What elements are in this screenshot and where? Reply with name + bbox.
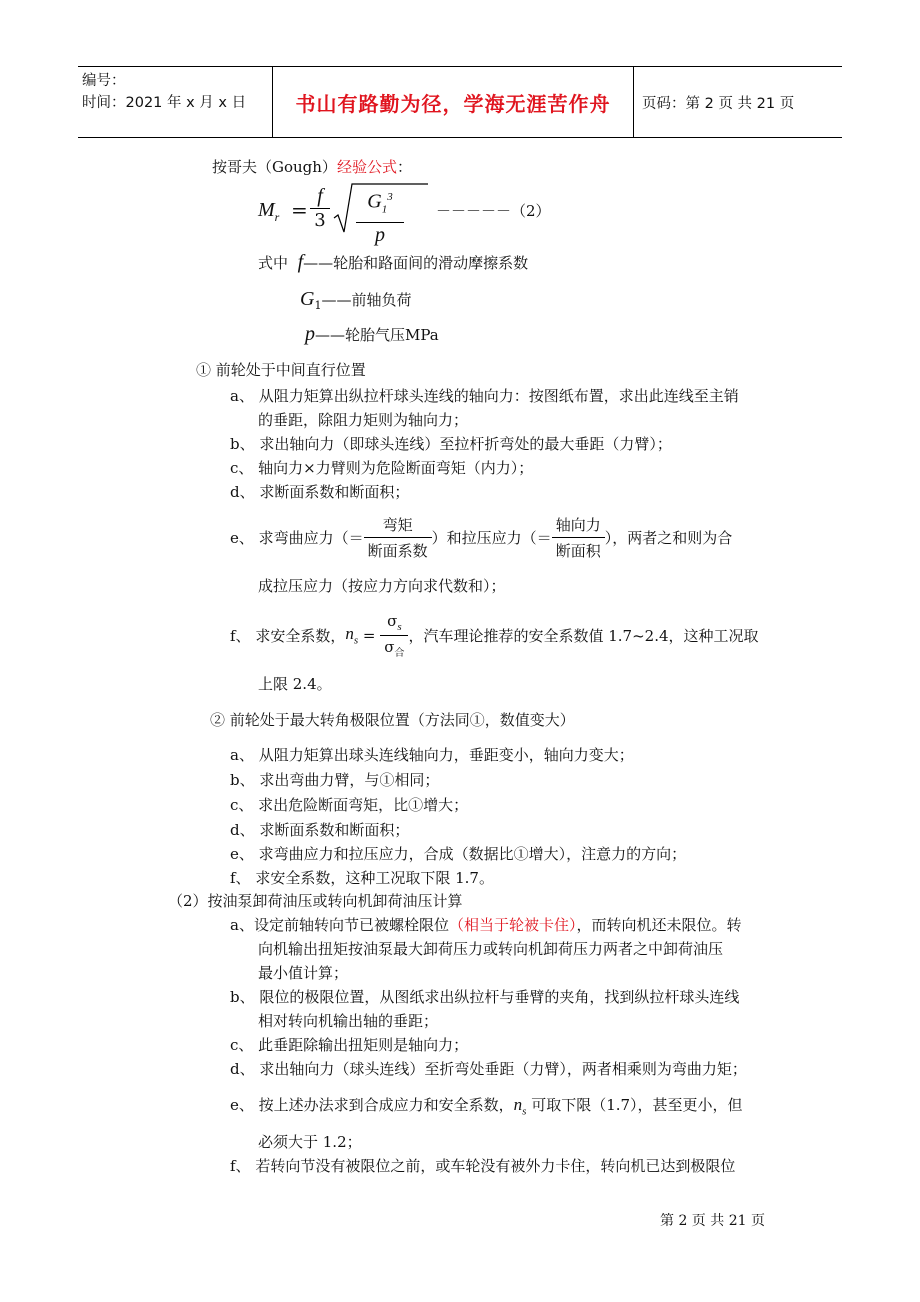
- formula-G-sup: 3: [387, 191, 393, 203]
- def-p-line: [305, 324, 439, 345]
- frac-safety-den: [380, 636, 408, 659]
- formula-intro: [212, 157, 412, 177]
- section3-item-c: c、 此垂距除输出扭矩则是轴向力；: [230, 1036, 469, 1054]
- section2-item-e: e、 求弯曲应力和拉压应力，合成（数据比①增大），注意力的方向；: [230, 845, 687, 863]
- frac-bending: [364, 514, 432, 561]
- frac-safety-num: [380, 612, 408, 636]
- section2-item-f: f、 求安全系数，这种工况取下限 1.7。: [230, 869, 494, 887]
- def-lead: 式中: [258, 254, 289, 272]
- header-page-label: 页码：第 2 页 共 21 页: [642, 95, 795, 112]
- section2-item-c: c、 求出危险断面弯矩，比①增大；: [230, 796, 469, 814]
- section1-item-a-line1: a、 从阻力矩算出纵拉杆球头连线的轴向力：按图纸布置，求出此连线至主销: [230, 387, 739, 405]
- f-ns-symbol: n: [345, 624, 354, 644]
- section3-item-e: [230, 1095, 743, 1121]
- f-text-b: ，汽车理论推荐的安全系数值 1.7~2.4，这种工况取: [408, 627, 759, 645]
- page-footer: 第 2 页 共 21 页: [660, 1213, 765, 1229]
- s3a-text-b: ，而转向机还未限位。转: [576, 916, 742, 934]
- formula-lhs-sub: r: [274, 210, 280, 224]
- sigma-s-sub: s: [397, 621, 402, 633]
- formula-number: －－－－－（2）: [436, 202, 551, 220]
- def-f-line: [258, 252, 528, 273]
- def-p-text: ——轮胎气压MPa: [315, 326, 439, 344]
- section3-item-a-line1: [230, 915, 741, 935]
- doc-time-label: 时间：2021 年 x 月 x 日: [82, 95, 247, 111]
- formula-G-term: [356, 185, 404, 223]
- section2-item-a: a、 从阻力矩算出球头连线轴向力，垂距变小，轴向力变大；: [230, 746, 634, 764]
- def-G-symbol: G: [300, 288, 315, 310]
- section1-item-c: c、 轴向力×力臂则为危险断面弯矩（内力）；: [230, 459, 534, 477]
- header-meta: [78, 67, 273, 137]
- section3-item-e-line2: 必须大于 1.2；: [258, 1133, 362, 1151]
- frac-axial-num: 轴向力: [552, 514, 605, 538]
- formula-intro-text: 按哥夫（Gough）: [212, 158, 337, 176]
- s3e-ns-symbol: n: [513, 1095, 523, 1114]
- formula-f: f: [310, 184, 330, 209]
- doc-id-label: 编号：: [82, 73, 126, 89]
- section3-item-f: f、 若转向节没有被限位之前，或车轮没有被外力卡住，转向机已达到极限位: [230, 1157, 736, 1175]
- f-ns: [345, 624, 359, 647]
- frac-axial: [552, 514, 605, 561]
- section1-title: ① 前轮处于中间直行位置: [196, 361, 366, 379]
- s3e-ns: [513, 1095, 527, 1118]
- e-text-a: e、 求弯曲应力（＝: [230, 529, 364, 547]
- f-equals: =: [358, 626, 381, 645]
- sigma-s: σ: [387, 612, 398, 630]
- formula-lhs-symbol: M: [258, 199, 275, 221]
- section3-title: （2）按油泵卸荷油压或转向机卸荷油压计算: [168, 892, 463, 910]
- formula-G-sub: 1: [381, 203, 388, 216]
- section1-item-f-line2: 上限 2.4。: [258, 675, 332, 693]
- formula-equals: =: [291, 198, 308, 222]
- formula-three: 3: [314, 210, 326, 231]
- e-text-b: ）和拉压应力（＝: [431, 529, 552, 547]
- frac-bending-num: 弯矩: [364, 514, 432, 538]
- def-f-text: ——轮胎和路面间的滑动摩擦系数: [303, 254, 529, 272]
- formula-G: G: [367, 190, 382, 213]
- section3-item-a-line3: 最小值计算；: [258, 964, 349, 982]
- section2-title: ② 前轮处于最大转角极限位置（方法同①，数值变大）: [210, 711, 575, 729]
- s3e-text-b: 可取下限（1.7），甚至更小，但: [526, 1096, 743, 1114]
- section3-item-b-line1: b、 限位的极限位置，从图纸求出纵拉杆与垂臂的夹角，找到纵拉杆球头连线: [230, 988, 740, 1006]
- section2-item-d: d、 求断面系数和断面积；: [230, 821, 410, 839]
- s3e-ns-sub: s: [522, 1105, 527, 1118]
- formula-frac-gp: [356, 185, 404, 247]
- page-header: [78, 66, 842, 138]
- section3-item-b-line2: 相对转向机输出轴的垂距；: [258, 1012, 439, 1030]
- section1-item-a-line2: 的垂距，除阻力矩则为轴向力；: [258, 411, 469, 429]
- section1-item-d: d、 求断面系数和断面积；: [230, 483, 410, 501]
- section3-item-d: d、 求出轴向力（球头连线）至折弯处垂距（力臂），两者相乘则为弯曲力矩；: [230, 1060, 747, 1078]
- formula-frac-f3: [310, 184, 330, 233]
- s3e-text-a: e、 按上述办法求到合成应力和安全系数，: [230, 1096, 514, 1114]
- def-G-text: ——前轴负荷: [321, 291, 412, 309]
- sigma-he-sub: 合: [394, 648, 405, 659]
- def-G-line: [300, 289, 411, 316]
- frac-safety: [380, 612, 408, 659]
- f-text-a: f、 求安全系数，: [230, 627, 346, 645]
- section1-item-e-line2: 成拉压应力（按应力方向求代数和）；: [258, 577, 506, 595]
- frac-bending-den: 断面系数: [367, 542, 428, 560]
- def-f-symbol: f: [297, 251, 304, 273]
- sigma-he: σ: [384, 638, 395, 656]
- section1-item-f: [230, 612, 759, 659]
- formula-intro-colon: ：: [396, 158, 412, 176]
- section3-item-a-line2: 向机输出扭矩按油泵最大卸荷压力或转向机卸荷压力两者之中卸荷油压: [258, 940, 724, 958]
- def-G-sub: 1: [314, 299, 322, 312]
- formula-intro-highlight: 经验公式: [336, 158, 397, 176]
- e-text-c: ），两者之和则为合: [604, 529, 733, 547]
- section1-item-b: b、 求出轴向力（即球头连线）至拉杆折弯处的最大垂距（力臂）；: [230, 435, 672, 453]
- section1-item-e: [230, 514, 732, 561]
- s3a-highlight: （相当于轮被卡住）: [448, 916, 577, 934]
- formula-lhs: [258, 199, 279, 225]
- f-ns-sub: s: [353, 634, 359, 647]
- header-motto: 书山有路勤为径，学海无涯苦作舟: [273, 67, 634, 137]
- def-p-symbol: p: [305, 323, 315, 345]
- frac-axial-den: 断面积: [555, 542, 601, 560]
- formula-p: p: [375, 223, 385, 246]
- s3a-text-a: a、设定前轴转向节已被螺栓限位: [230, 916, 449, 934]
- section2-item-b: b、 求出弯曲力臂，与①相同；: [230, 771, 440, 789]
